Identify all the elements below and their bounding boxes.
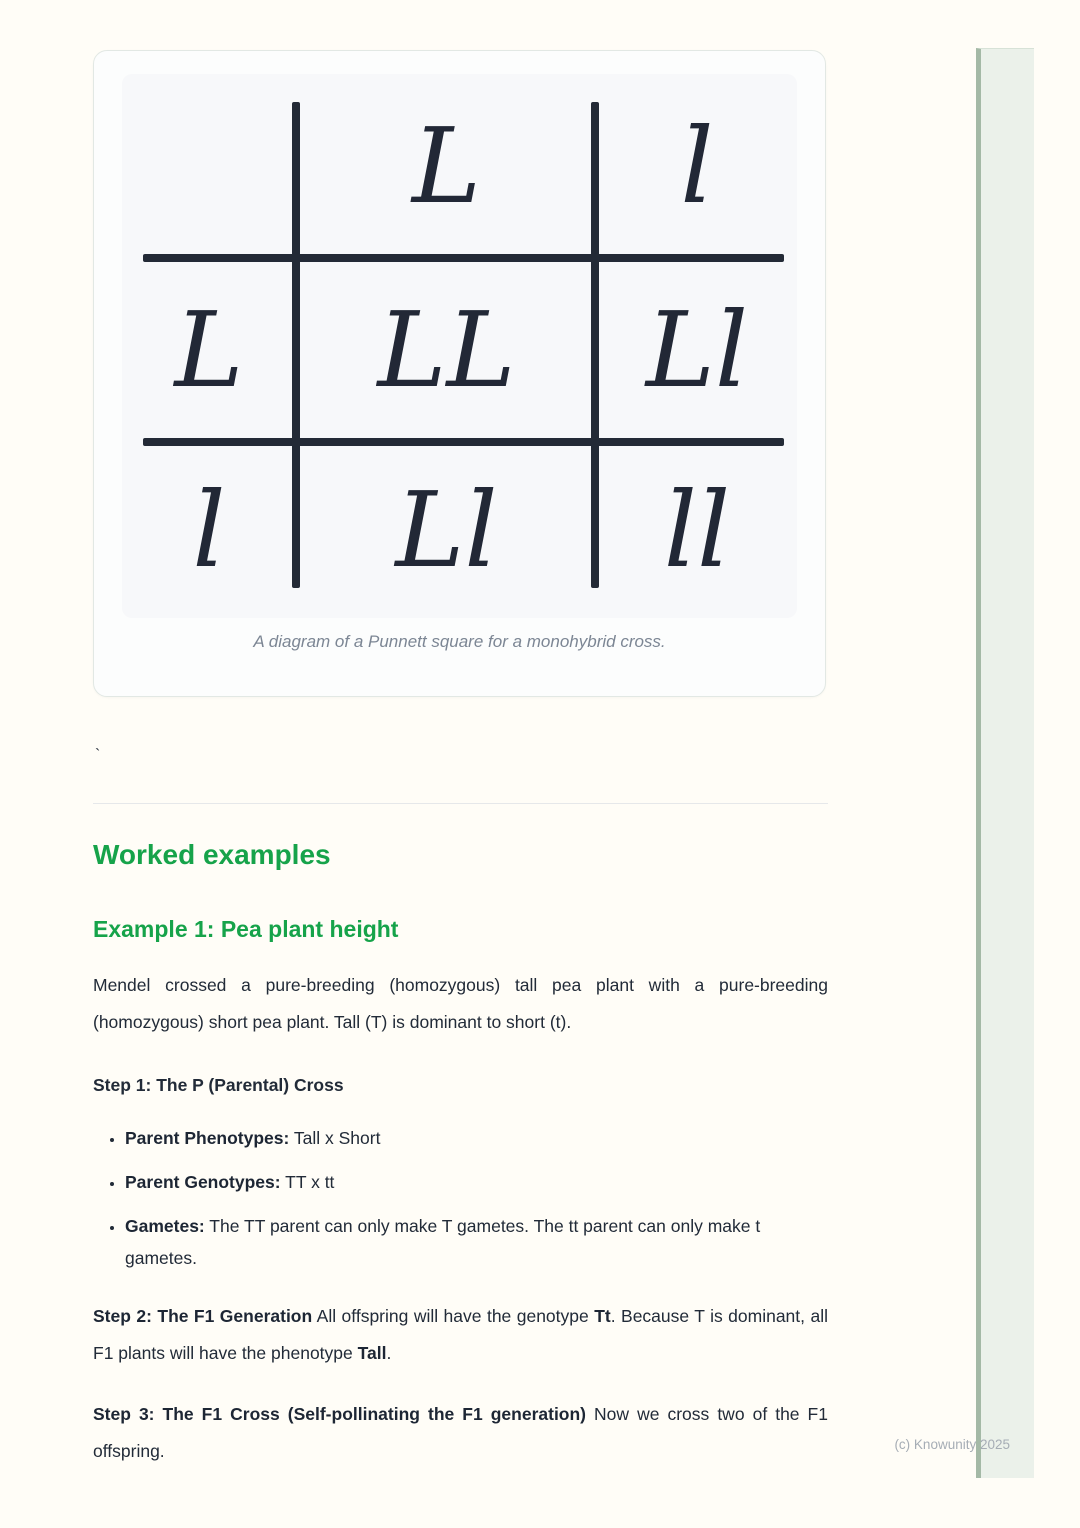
figure-caption: A diagram of a Punnett square for a monohybrid cross. [253, 632, 666, 651]
list-item-parent-genotypes [125, 1166, 828, 1198]
step-2-paragraph [93, 1298, 828, 1372]
punnett-horizontal-line-1 [143, 254, 784, 262]
punnett-horizontal-line-2 [143, 438, 784, 446]
step-3-text: Now we cross two of the F1 offspring. [93, 1404, 828, 1461]
example-1-heading: Example 1: Pea plant height [93, 916, 399, 942]
punnett-row-header: l [192, 469, 226, 591]
punnett-row-header: L [174, 289, 244, 411]
step-2-text: . Because T is dominant, all F1 plants will have the phenotype [93, 1306, 828, 1363]
list-item-label: Parent Phenotypes: [125, 1128, 290, 1148]
punnett-cell-corner [122, 74, 296, 258]
step-2-text: All offspring will have the genotype [312, 1306, 595, 1326]
punnett-cell: Ll [645, 289, 749, 411]
document-content [93, 0, 828, 1470]
step-1-heading: Step 1: The P (Parental) Cross [93, 1075, 344, 1095]
step-3-bold: Step 3: The F1 Cross (Self-pollinating the F1 generation) [93, 1404, 587, 1424]
parental-cross-list [93, 1122, 828, 1274]
list-item-value: TT x tt [280, 1172, 335, 1192]
list-item-label: Parent Genotypes: [125, 1172, 281, 1192]
punnett-vertical-line-1 [292, 102, 300, 588]
list-item-parent-phenotypes [125, 1122, 828, 1154]
intro-paragraph: Mendel crossed a pure-breeding (homozygous) tall pea plant with a pure-breeding (homozygous) short pea plant. Tall (T) is dominant to short (t). [93, 975, 828, 1032]
punnett-figure-card [93, 50, 826, 697]
step-2-text: . [386, 1343, 392, 1363]
phenotype-bold: Tall [357, 1343, 387, 1363]
punnett-cell: LL [377, 289, 516, 411]
genotype-bold: Tt [594, 1306, 611, 1326]
list-item-value: Tall x Short [289, 1128, 381, 1148]
list-item-value: The TT parent can only make T gametes. The tt parent can only make t gametes. [125, 1216, 761, 1268]
stray-backtick-text: ` [95, 747, 101, 764]
list-item-label: Gametes: [125, 1216, 205, 1236]
punnett-col-header: l [680, 105, 714, 227]
section-divider [93, 803, 828, 804]
step-3-paragraph [93, 1396, 828, 1470]
step-2-bold: Step 2: The F1 Generation [93, 1306, 313, 1326]
punnett-cell: Ll [395, 469, 498, 591]
copyright-watermark: (c) Knowunity 2025 [894, 1437, 1010, 1452]
punnett-square-image [122, 74, 797, 618]
punnett-col-header: L [411, 105, 482, 227]
list-item-gametes [125, 1210, 828, 1274]
worked-examples-heading: Worked examples [93, 839, 331, 870]
right-sidebar-stripe [976, 48, 1034, 1478]
punnett-cell: ll [663, 469, 731, 591]
punnett-vertical-line-2 [591, 102, 599, 588]
